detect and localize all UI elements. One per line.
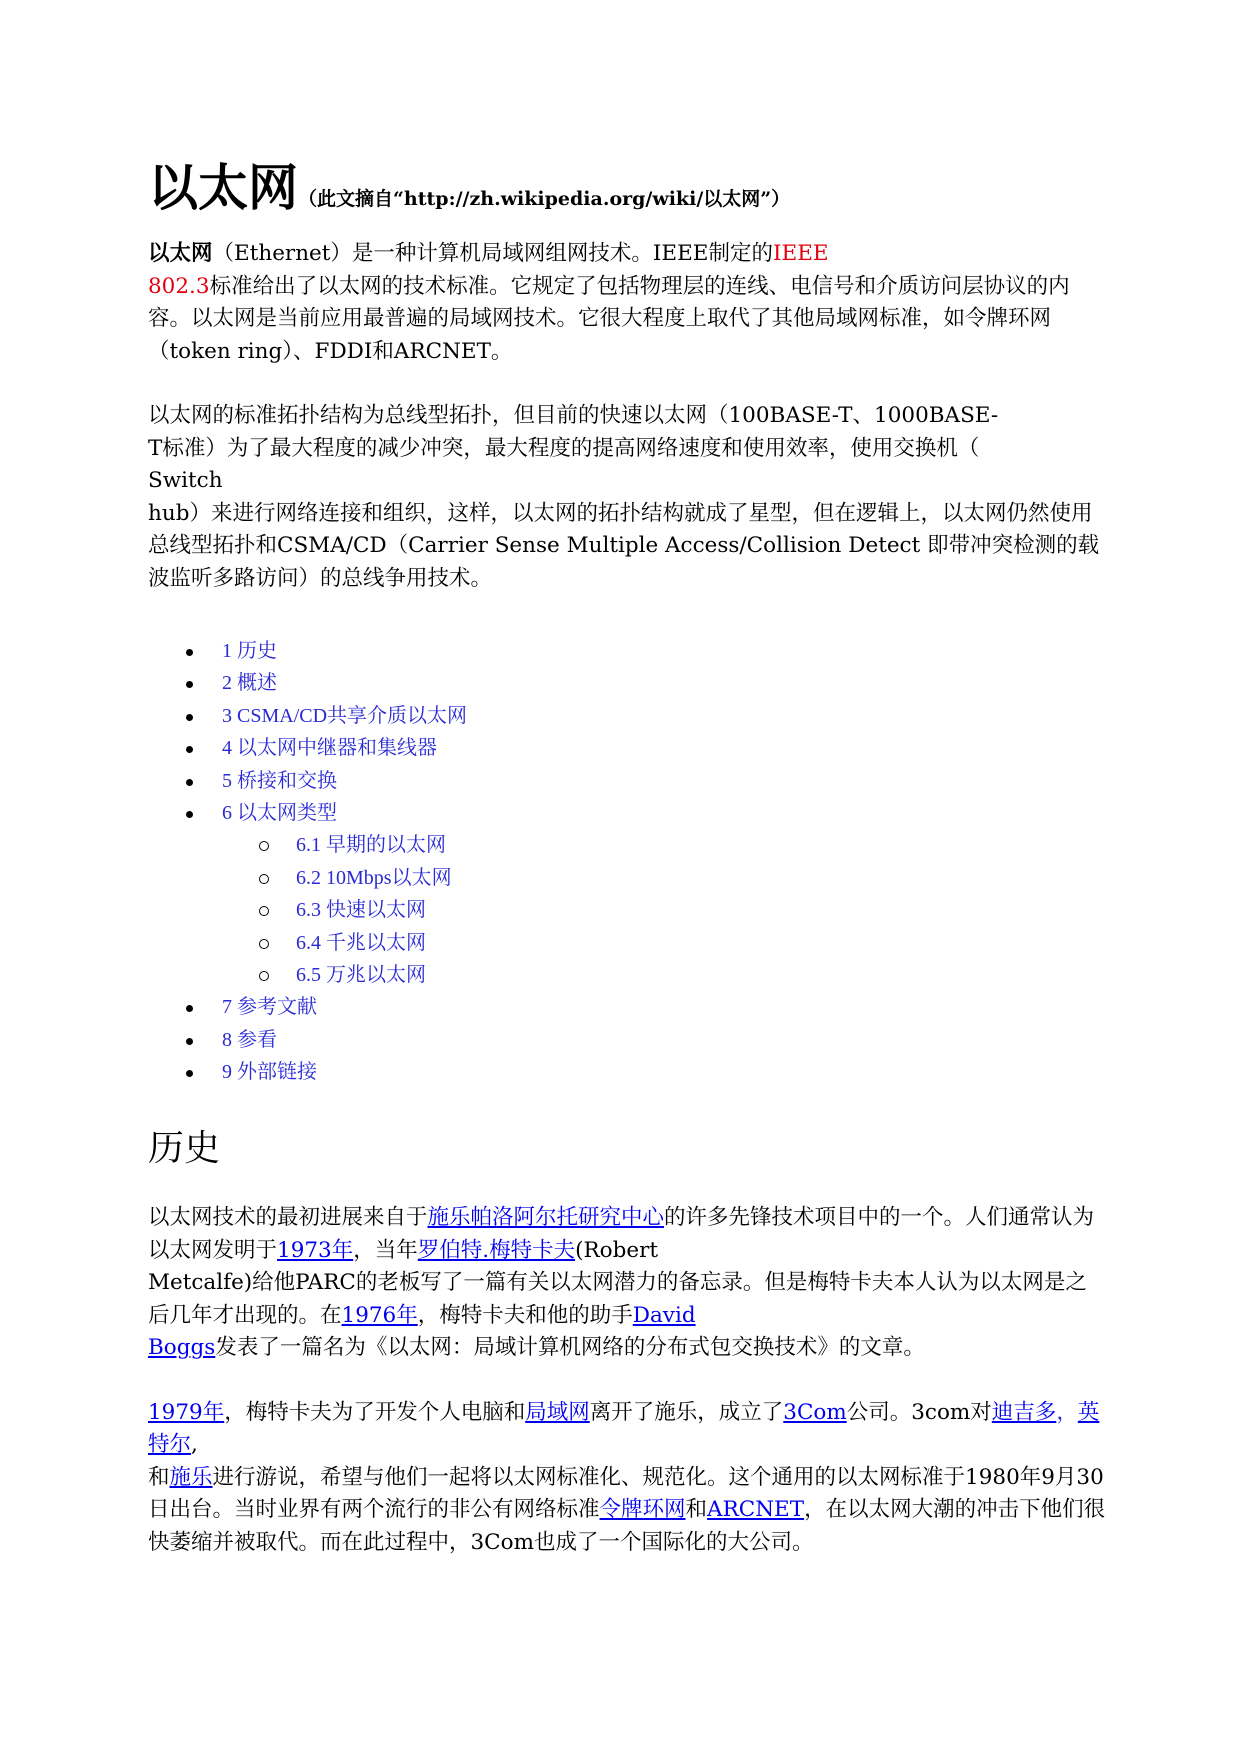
toc-item-bridging-switching[interactable]: 5 桥接和交换 — [148, 765, 1108, 797]
toc-subitem-10mbps[interactable]: 6.2 10Mbps以太网 — [148, 862, 1108, 894]
ieee-link-part2[interactable]: 802.3 — [148, 273, 210, 299]
toc-subitem-10-gigabit[interactable]: 6.5 万兆以太网 — [148, 959, 1108, 991]
link-1976[interactable]: 1976年 — [341, 1302, 418, 1328]
toc-subitem-gigabit[interactable]: 6.4 千兆以太网 — [148, 927, 1108, 959]
link-1979[interactable]: 1979年 — [148, 1399, 225, 1425]
toc-subitem-fast-ethernet[interactable]: 6.3 快速以太网 — [148, 894, 1108, 926]
link-robert-metcalfe[interactable]: 罗伯特.梅特卡夫 — [417, 1237, 576, 1263]
intro-paragraph-1: 以太网（Ethernet）是一种计算机局域网组网技术。IEEE制定的IEEE 802.3标准给出了以太网的技术标准。它规定了包括物理层的连线、电信号和介质访问层协议的内容。以太网是当前应用最普遍的局域网技术。它很大程度上取代了其他局域网标准，如令牌环网（token ring）、FDDI和ARCNET。 — [148, 241, 1070, 364]
link-intel[interactable]: 英特尔 — [148, 1399, 1100, 1458]
section-heading-history: 历史 — [148, 1128, 221, 1170]
history-paragraph-2: 1979年，梅特卡夫为了开发个人电脑和局域网离开了施乐，成立了3Com公司。3com对迪吉多，英特尔, 和施乐进行游说，希望与他们一起将以太网标准化、规范化。这个通用的以太网标准于1980年9月30日出台。当时业界有两个流行的非公有网络标准令牌环网和ARCNET，在以太网大潮的冲击下他们很快萎缩并被取代。而在此过程中，3Com也成了一个国际化的大公司。 — [148, 1399, 1106, 1555]
history-paragraph-1: 以太网技术的最初进展来自于施乐帕洛阿尔托研究中心的许多先锋技术项目中的一个。人们通常认为以太网发明于1973年，当年罗伯特.梅特卡夫(Robert Metcalfe)给他PARC的老板写了一篇有关以太网潜力的备忘录。但是梅特卡夫本人认为以太网是之后几年才出现的。在1976年，梅特卡夫和他的助手David Boggs发表了一篇名为《以太网：局域计算机网络的分布式包交换技术》的文章。 — [148, 1205, 1095, 1361]
intro-paragraph-2: 以太网的标准拓扑结构为总线型拓扑，但目前的快速以太网（100BASE-T、1000BASE- T标准）为了最大程度的减少冲突，最大程度的提高网络速度和使用效率，使用交换机（ Switch hub）来进行网络连接和组织，这样，以太网的拓扑结构就成了星型，但在逻辑上，以太网仍然使用总线型拓扑和CSMA/CD（Carrier Sense Multiple Access/Collision Detect 即带冲突检测的载波监听多路访问）的总线争用技术。 — [148, 403, 1100, 591]
link-david-boggs-part2[interactable]: Boggs — [148, 1335, 216, 1361]
link-dec[interactable]: 迪吉多 — [991, 1399, 1057, 1425]
ieee-link-part1[interactable]: IEEE — [773, 241, 829, 266]
toc-item-external-links[interactable]: 9 外部链接 — [148, 1056, 1108, 1088]
toc-subitem-early-ethernet[interactable]: 6.1 早期的以太网 — [148, 829, 1108, 861]
link-david-boggs-part1[interactable]: David — [632, 1302, 696, 1328]
toc-item-history[interactable]: 1 历史 — [148, 635, 1108, 667]
toc-item-csma-cd[interactable]: 3 CSMA/CD共享介质以太网 — [148, 700, 1108, 732]
document-page — [148, 148, 1108, 1559]
document-title — [148, 148, 1108, 217]
link-parc[interactable]: 施乐帕洛阿尔托研究中心 — [427, 1205, 665, 1231]
link-3com[interactable]: 3Com — [783, 1399, 847, 1425]
link-xerox[interactable]: 施乐 — [169, 1464, 213, 1490]
table-of-contents — [148, 635, 1108, 1088]
toc-item-overview[interactable]: 2 概述 — [148, 667, 1108, 699]
toc-item-see-also[interactable]: 8 参看 — [148, 1024, 1108, 1056]
page-title: 以太网 — [148, 158, 298, 217]
link-arcnet[interactable]: ARCNET — [707, 1497, 805, 1523]
toc-item-ethernet-types[interactable]: 6 以太网类型 — [148, 797, 1108, 829]
link-1973[interactable]: 1973年 — [277, 1237, 354, 1263]
source-note: （此文摘自“http://zh.wikipedia.org/wiki/以太网”） — [298, 188, 791, 210]
link-token-ring[interactable]: 令牌环网 — [599, 1497, 686, 1523]
toc-item-references[interactable]: 7 参考文献 — [148, 991, 1108, 1023]
intro-term: 以太网 — [148, 241, 213, 266]
toc-item-repeaters-hubs[interactable]: 4 以太网中继器和集线器 — [148, 732, 1108, 764]
link-lan[interactable]: 局域网 — [525, 1399, 590, 1425]
